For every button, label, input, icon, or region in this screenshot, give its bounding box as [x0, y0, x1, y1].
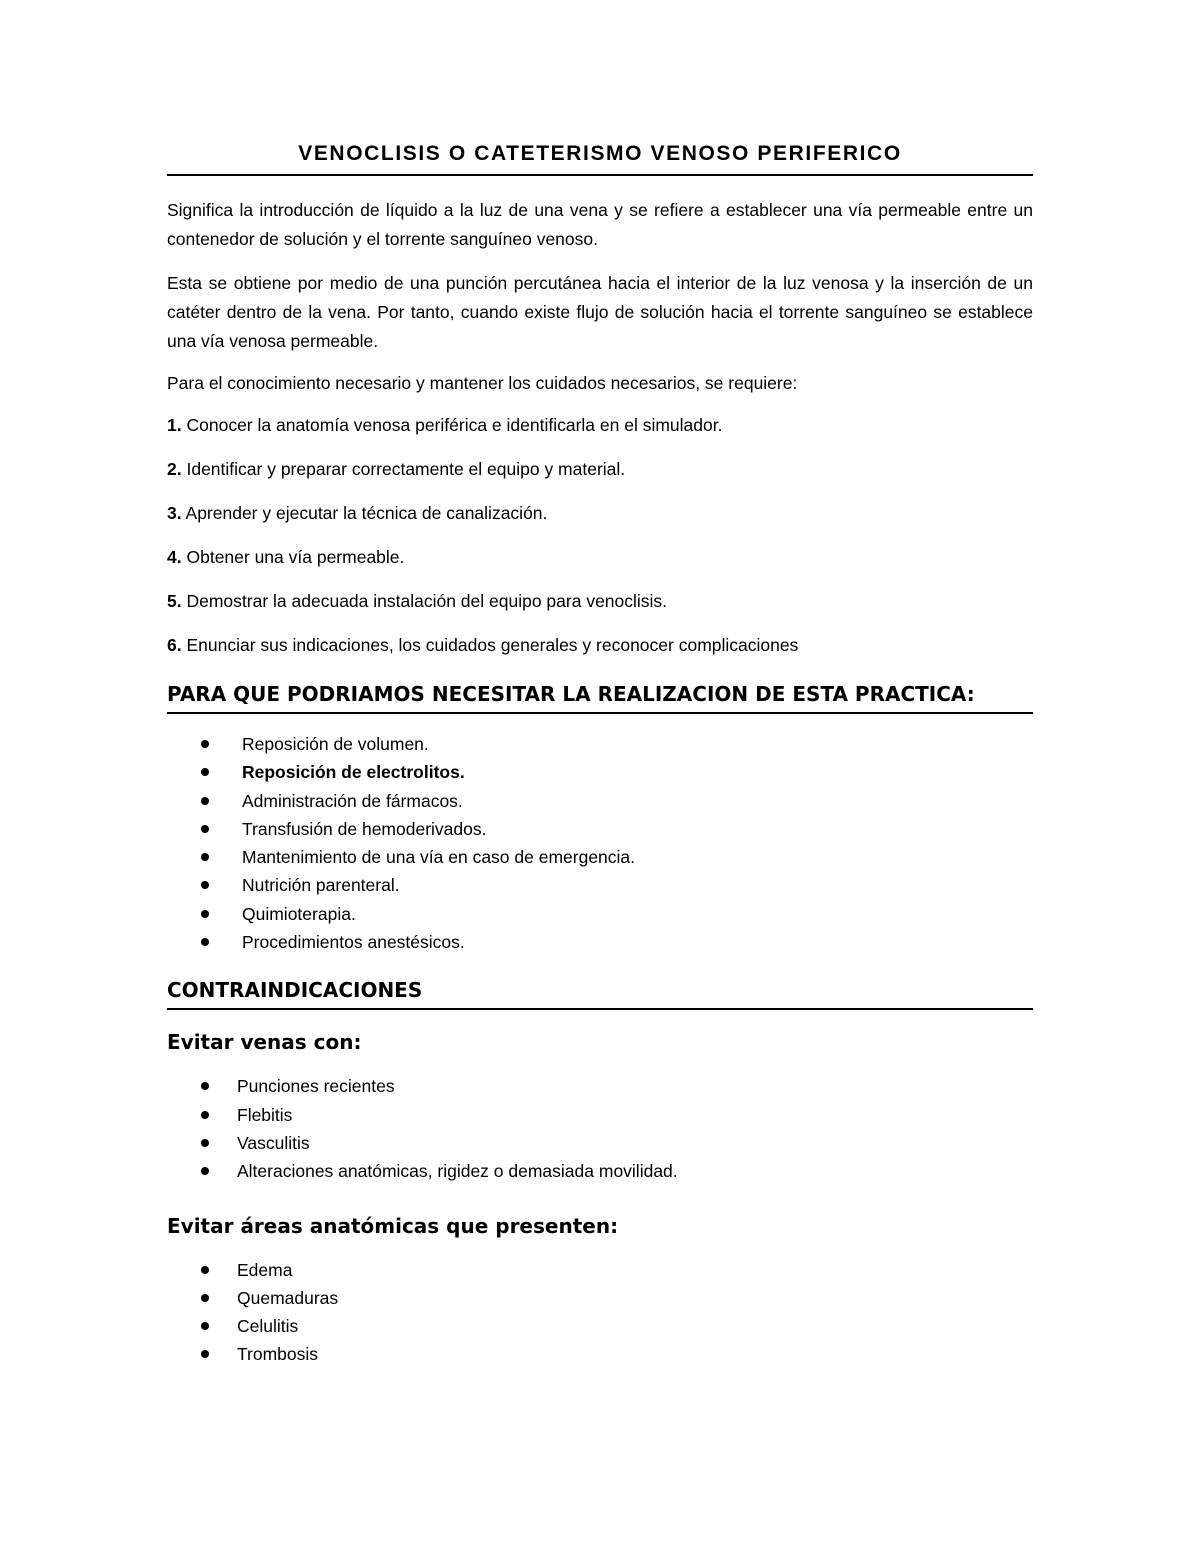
requirement-item: 1. Conocer la anatomía venosa periférica e identificarla en el simulador.: [167, 415, 723, 435]
intro-paragraph-3: Para el conocimiento necesario y mantener los cuidados necesarios, se requiere:: [167, 373, 798, 393]
avoid-areas-heading: Evitar áreas anatómicas que presenten:: [167, 1213, 619, 1238]
list-item: Punciones recientes: [167, 1072, 1033, 1100]
indications-list: [167, 730, 1033, 956]
intro-paragraph-2: Esta se obtiene por medio de una punción percutánea hacia el interior de la luz venosa y la inserción de un catéter dentro de la vena. Por tanto, cuando existe flujo de solución hacia el torrente sanguíneo se establece una vía venosa permeable.: [167, 273, 1033, 351]
bullet-icon: [201, 853, 209, 861]
bullet-icon: [201, 825, 209, 833]
requirements-list: [167, 411, 1033, 660]
avoid-veins-heading: Evitar venas con:: [167, 1030, 362, 1055]
bullet-icon: [201, 768, 209, 776]
requirement-item: 4. Obtener una vía permeable.: [167, 547, 405, 567]
requirement-item: 3. Aprender y ejecutar la técnica de canalización.: [167, 503, 548, 523]
list-item: Flebitis: [167, 1101, 1033, 1129]
document-title: VENOCLISIS O CATETERISMO VENOSO PERIFERICO: [167, 140, 1033, 176]
list-item: Alteraciones anatómicas, rigidez o demasiada movilidad.: [167, 1157, 1033, 1185]
bullet-icon: [201, 938, 209, 946]
bullet-icon: [201, 1111, 209, 1119]
bullet-icon: [201, 881, 209, 889]
list-item: Edema: [167, 1256, 1033, 1284]
contraindications-heading: CONTRAINDICACIONES: [167, 974, 1033, 1010]
list-item: Reposición de volumen.: [167, 730, 1033, 758]
list-item: Quemaduras: [167, 1284, 1033, 1312]
document-page: [167, 140, 1033, 1369]
list-item: Celulitis: [167, 1312, 1033, 1340]
list-item: Administración de fármacos.: [167, 787, 1033, 815]
list-item: Transfusión de hemoderivados.: [167, 815, 1033, 843]
bullet-icon: [201, 1082, 209, 1090]
list-item: Reposición de electrolitos.: [167, 758, 1033, 786]
intro-paragraph-1: Significa la introducción de líquido a la luz de una vena y se refiere a establecer una vía permeable entre un contenedor de solución y el torrente sanguíneo venoso.: [167, 200, 1033, 249]
bullet-icon: [201, 910, 209, 918]
requirement-item: 2. Identificar y preparar correctamente el equipo y material.: [167, 459, 626, 479]
bullet-icon: [201, 1322, 209, 1330]
list-item: Procedimientos anestésicos.: [167, 928, 1033, 956]
list-item: Trombosis: [167, 1340, 1033, 1368]
indications-heading: PARA QUE PODRIAMOS NECESITAR LA REALIZACION DE ESTA PRACTICA:: [167, 678, 1033, 714]
bullet-icon: [201, 1167, 209, 1175]
list-item: Vasculitis: [167, 1129, 1033, 1157]
bullet-icon: [201, 1350, 209, 1358]
bullet-icon: [201, 1266, 209, 1274]
requirement-item: 5. Demostrar la adecuada instalación del equipo para venoclisis.: [167, 591, 668, 611]
bullet-icon: [201, 1294, 209, 1302]
bullet-icon: [201, 797, 209, 805]
bullet-icon: [201, 740, 209, 748]
list-item: Nutrición parenteral.: [167, 871, 1033, 899]
requirement-item: 6. Enunciar sus indicaciones, los cuidados generales y reconocer complicaciones: [167, 635, 799, 655]
list-item: Quimioterapia.: [167, 900, 1033, 928]
avoid-veins-list: [167, 1072, 1033, 1185]
list-item: Mantenimiento de una vía en caso de emergencia.: [167, 843, 1033, 871]
avoid-areas-list: [167, 1256, 1033, 1369]
bullet-icon: [201, 1139, 209, 1147]
